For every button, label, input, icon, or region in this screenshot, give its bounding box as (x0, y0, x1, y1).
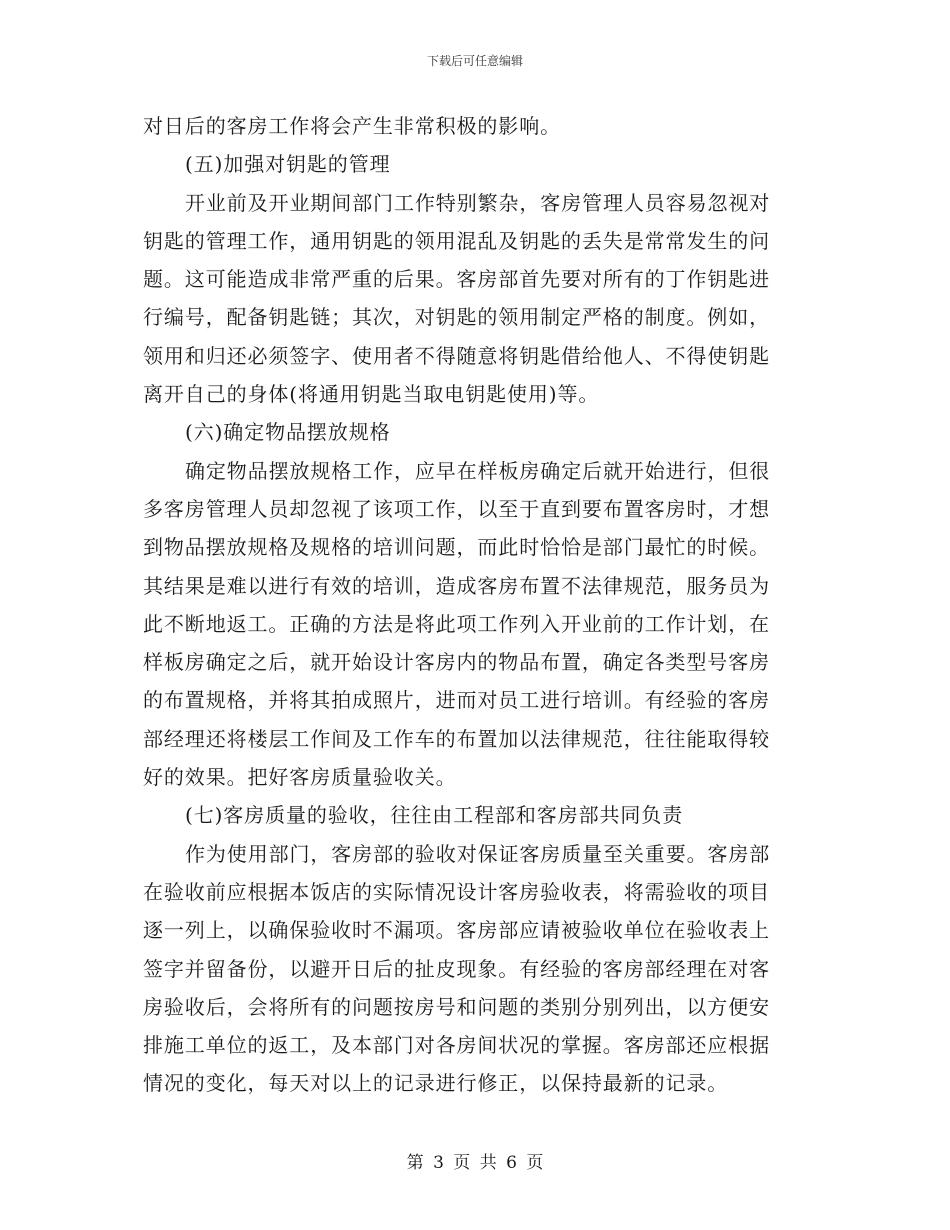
text-line: 题。这可能造成非常严重的后果。客房部首先要对所有的丁作钥匙进 (143, 267, 770, 292)
text-line: (六)确定物品摆放规格 (185, 420, 391, 445)
text-line: 在验收前应根据本饭店的实际情况设计客房验收表，将需验收的项目 (143, 879, 770, 904)
page-number-footer: 第 3 页 共 6 页 (406, 1153, 544, 1173)
text-line: (五)加强对钥匙的管理 (185, 152, 391, 177)
text-line: 房验收后，会将所有的问题按房号和问题的类别分别列出，以方便安 (143, 994, 770, 1019)
text-line: 到物品摆放规格及规格的培训问题，而此时恰恰是部门最忙的时候。 (143, 535, 770, 560)
text-line: 作为使用部门，客房部的验收对保证客房质量至关重要。客房部 (185, 841, 771, 866)
text-line: 钥匙的管理工作，通用钥匙的领用混乱及钥匙的丢失是常常发生的问 (143, 228, 770, 253)
text-line: 领用和归还必须签字、使用者不得随意将钥匙借给他人、不得使钥匙 (143, 343, 770, 368)
page-header-note: 下载后可任意编辑 (426, 54, 523, 68)
text-line: 多客房管理人员却忽视了该项工作，以至于直到要布置客房时，才想 (143, 496, 770, 521)
text-line: 开业前及开业期间部门工作特别繁杂，客房管理人员容易忽视对 (185, 190, 771, 215)
text-line: 部经理还将楼层工作间及工作车的布置加以法律规范，往往能取得较 (143, 726, 770, 751)
text-line: (七)客房质量的验收，往往由工程部和客房部共同负责 (185, 803, 684, 828)
document-body (143, 107, 808, 1103)
text-line: 行编号，配备钥匙链；其次，对钥匙的领用制定严格的制度。例如， (143, 305, 770, 330)
text-line: 排施工单位的返工，及本部门对各房间状况的掌握。客房部还应根据 (143, 1033, 770, 1058)
text-line: 离开自己的身体(将通用钥匙当取电钥匙使用)等。 (143, 382, 600, 407)
text-line: 对日后的客房工作将会产生非常积极的影响。 (143, 114, 561, 138)
text-line: 样板房确定之后，就开始设计客房内的物品布置，确定各类型号客房 (143, 650, 770, 675)
text-line: 此不断地返工。正确的方法是将此项工作列入开业前的工作计划，在 (143, 611, 770, 636)
text-line: 签字并留备份，以避开日后的扯皮现象。有经验的客房部经理在对客 (143, 956, 770, 981)
text-line: 逐一列上，以确保验收时不漏项。客房部应请被验收单位在验收表上 (143, 918, 770, 943)
text-line: 好的效果。把好客房质量验收关。 (143, 765, 457, 790)
text-line: 其结果是难以进行有效的培训，造成客房布置不法律规范，服务员为 (143, 573, 770, 598)
text-line: 确定物品摆放规格工作，应早在样板房确定后就开始进行，但很 (185, 458, 771, 483)
text-line: 情况的变化，每天对以上的记录进行修正，以保持最新的记录。 (143, 1071, 729, 1096)
text-line: 的布置规格，并将其拍成照片，进而对员工进行培训。有经验的客房 (143, 688, 770, 713)
